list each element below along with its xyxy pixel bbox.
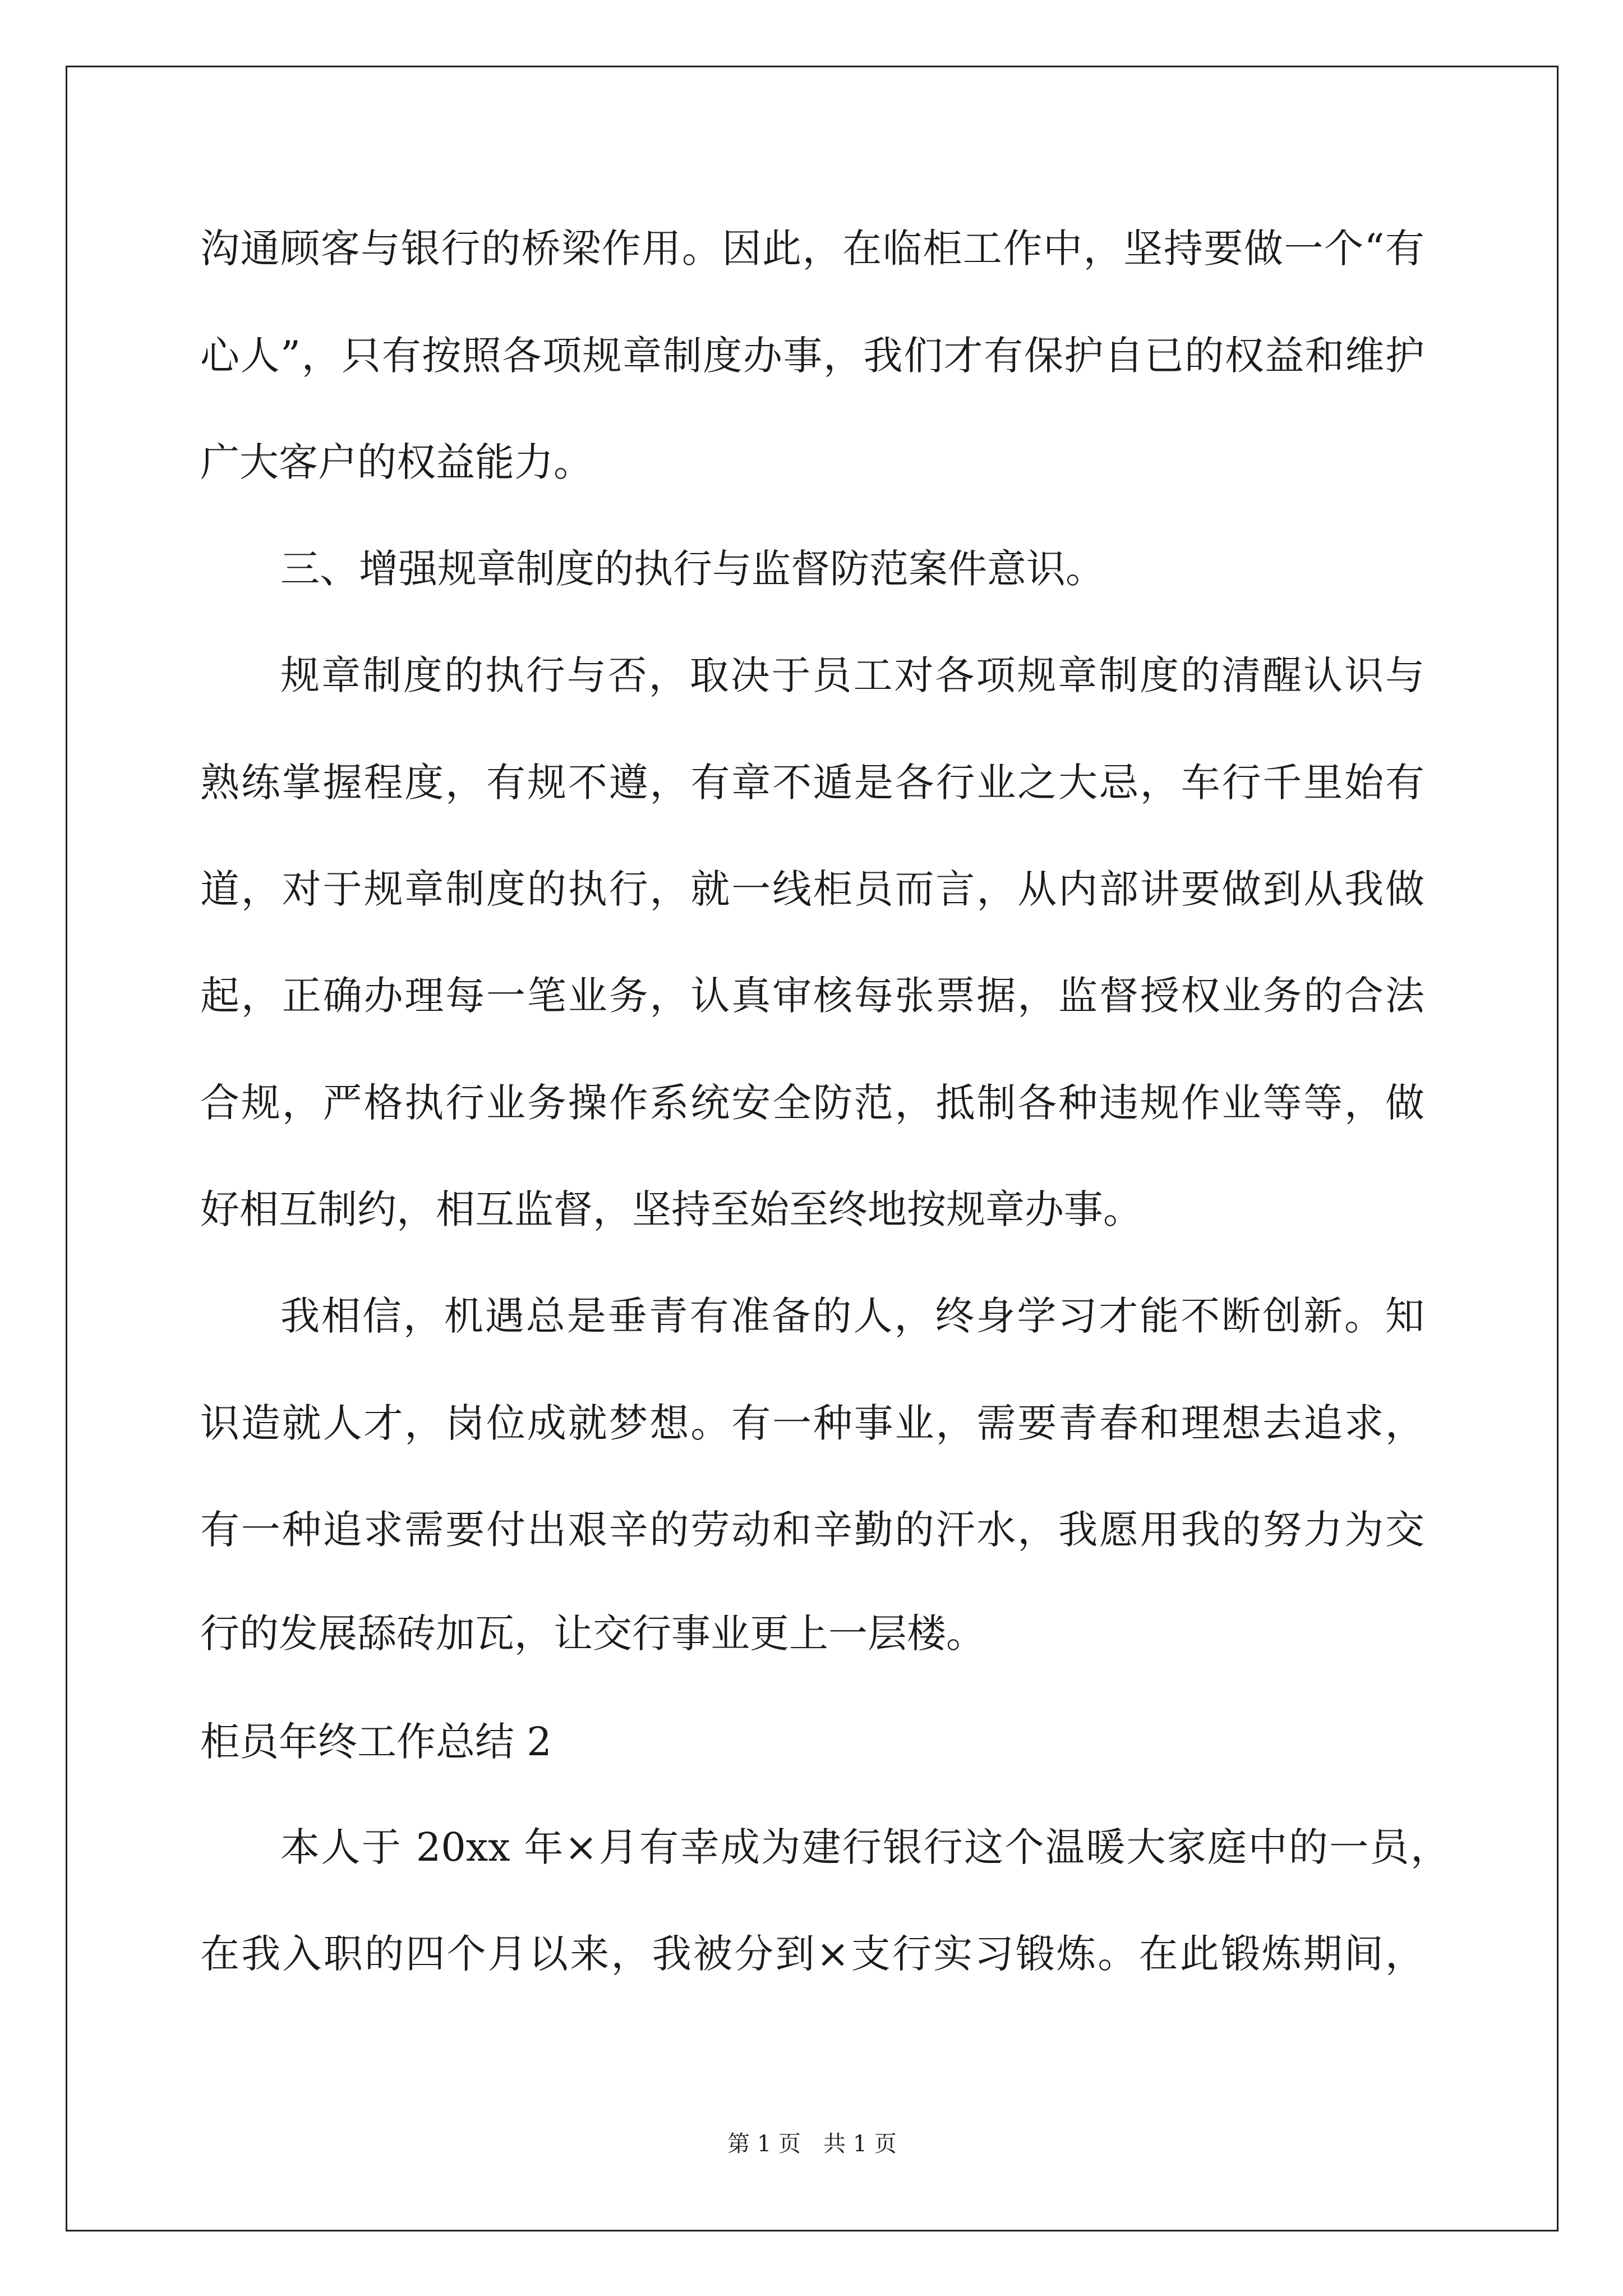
text-line: 行的发展舔砖加瓦，让交行事业更上一层楼。 — [200, 1611, 985, 1657]
page-border — [66, 66, 1559, 2231]
text-line: 好相互制约，相互监督，坚持至始至终地按规章办事。 — [200, 1186, 1142, 1232]
text-line: 沟通顾客与银行的桥梁作用。因此，在临柜工作中，坚持要做一个“有 — [200, 226, 1424, 272]
text-line: 规章制度的执行与否，取决于员工对各项规章制度的清醒认识与 — [280, 652, 1424, 698]
text-line: 心人”，只有按照各项规章制度办事，我们才有保护自已的权益和维护 — [200, 333, 1424, 379]
text-line: 我相信，机遇总是垂青有准备的人，终身学习才能不断创新。知 — [280, 1293, 1424, 1339]
text-line: 本人于 20xx 年×月有幸成为建行银行这个温暖大家庭中的一员， — [280, 1824, 1450, 1870]
page-footer: 第 1 页 共 1 页 — [727, 2131, 897, 2157]
text-line: 起，正确办理每一笔业务，认真审核每张票据，监督授权业务的合法 — [200, 973, 1424, 1019]
subsection-title: 三、增强规章制度的执行与监督防范案件意识。 — [280, 546, 1105, 592]
text-line: 熟练掌握程度，有规不遵，有章不遁是各行业之大忌，车行千里始有 — [200, 760, 1424, 806]
text-line: 道，对于规章制度的执行，就一线柜员而言，从内部讲要做到从我做 — [200, 866, 1424, 912]
text-line: 有一种追求需要付出艰辛的劳动和辛勤的汗水，我愿用我的努力为交 — [200, 1507, 1424, 1553]
section-heading: 柜员年终工作总结 2 — [200, 1719, 552, 1765]
text-line: 识造就人才，岗位成就梦想。有一种事业，需要青春和理想去追求， — [200, 1400, 1424, 1446]
text-line: 广大客户的权益能力。 — [200, 439, 593, 485]
text-line: 在我入职的四个月以来，我被分到×支行实习锻炼。在此锻炼期间， — [200, 1931, 1424, 1977]
text-line: 合规，严格执行业务操作系统安全防范，抵制各种违规作业等等，做 — [200, 1080, 1424, 1126]
